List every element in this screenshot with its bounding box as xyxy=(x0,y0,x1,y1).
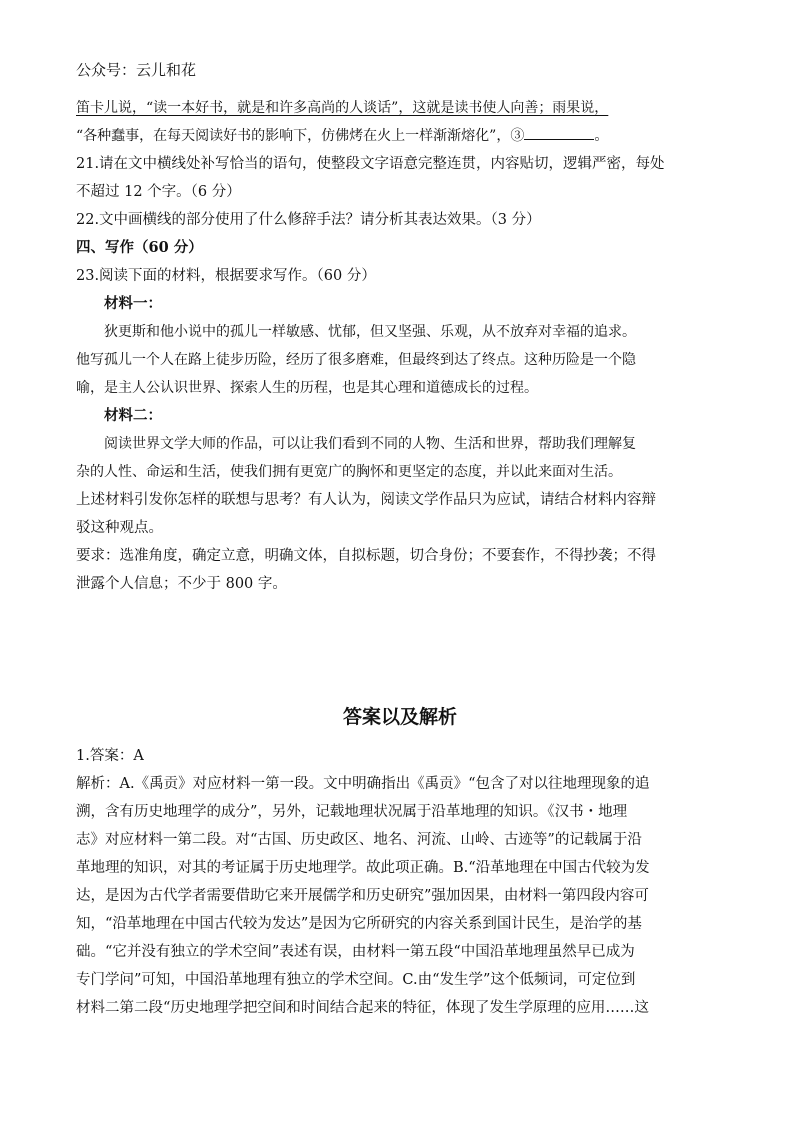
material-1-line: 喻，是主人公认识世界、探索人生的历程，也是其心理和道德成长的过程。 xyxy=(76,380,538,396)
answer-1: 1.答案：A xyxy=(76,748,144,764)
explanation-line: 志》对应材料一第二段。对“古国、历史政区、地名、河流、山岭、古迹等”的记载属于沿 xyxy=(76,832,642,848)
writing-prompt-line: 驳这种观点。 xyxy=(76,520,163,536)
passage-line-2-end: 。 xyxy=(594,128,609,144)
writing-heading: 四、写作（60 分） xyxy=(76,239,203,256)
question-21-line-1: 21.请在文中横线处补写恰当的语句，使整段文字语意完整连贯，内容贴切，逻辑严密，每处 xyxy=(76,156,665,172)
explanation-line: 知，“沿革地理在中国古代较为发达”是因为它所研究的内容关系到国计民生，是治学的基 xyxy=(76,916,642,932)
blank-marker: ③ xyxy=(510,128,525,144)
answers-section xyxy=(76,742,726,1022)
writing-requirements-line: 要求：选准角度，确定立意，明确文体，自拟标题，切合身份；不要套作，不得抄袭；不得 xyxy=(76,548,656,564)
material-1-line: 他写孤儿一个人在路上徒步历险，经历了很多磨难，但最终到达了终点。这种历险是一个隐 xyxy=(76,352,636,368)
question-22: 22.文中画横线的部分使用了什么修辞手法？请分析其表达效果。（3 分） xyxy=(76,212,541,228)
explanation-line: 材料二第二段“历史地理学把空间和时间结合起来的特征，体现了发生学原理的应用……这 xyxy=(76,1000,649,1016)
question-23: 23.阅读下面的材料，根据要求写作。（60 分） xyxy=(76,268,376,284)
passage-line-1: 笛卡儿说，“读一本好书，就是和许多高尚的人谈话”，这就是读书使人向善；雨果说， xyxy=(76,100,609,116)
writing-prompt-line: 上述材料引发你怎样的联想与思考？有人认为，阅读文学作品只为应试，请结合材料内容辩 xyxy=(76,492,656,508)
material-2-line: 杂的人性、命运和生活，使我们拥有更宽广的胸怀和更坚定的态度，并以此来面对生活。 xyxy=(76,464,622,480)
watermark: 公众号：云儿和花 xyxy=(76,61,197,79)
exam-page xyxy=(76,94,726,598)
passage-line-2 xyxy=(76,122,726,150)
material-2-label: 材料二： xyxy=(104,407,162,424)
explanation-line: 达，是因为古代学者需要借助它来开展儒学和历史研究”强加因果，由材料一第四段内容可 xyxy=(76,888,649,904)
answer-blank xyxy=(524,123,594,140)
answers-title: 答案以及解析 xyxy=(342,706,457,728)
explanation-line: 革地理的知识，对其的考证属于历史地理学。故此项正确。B.“沿革地理在中国古代较为发 xyxy=(76,860,650,876)
material-1-label: 材料一： xyxy=(104,295,162,312)
explanation-line: 础。“它并没有独立的学术空间”表述有误，由材料一第五段“中国沿革地理虽然早已成为 xyxy=(76,944,635,960)
material-1-line: 狄更斯和他小说中的孤儿一样敏感、忧郁，但又坚强、乐观，从不放弃对幸福的追求。 xyxy=(104,324,636,340)
question-21-line-2: 不超过 12 个字。（6 分） xyxy=(76,184,241,200)
writing-requirements-line: 泄露个人信息；不少于 800 字。 xyxy=(76,576,287,592)
explanation-line: 解析：A.《禹贡》对应材料一第一段。文中明确指出《禹贡》“包含了对以往地理现象的追 xyxy=(76,776,650,792)
passage-line-2-text: “各种蠢事，在每天阅读好书的影响下，仿佛烤在火上一样渐渐熔化”， xyxy=(76,128,511,144)
explanation-line: 溯，含有历史地理学的成分”，另外，记载地理状况属于沿革地理的知识。《汉书・地理 xyxy=(76,804,628,820)
explanation-line: 专门学问”可知，中国沿革地理有独立的学术空间。C.由“发生学”这个低频词，可定位到 xyxy=(76,972,636,988)
material-2-line: 阅读世界文学大师的作品，可以让我们看到不同的人物、生活和世界，帮助我们理解复 xyxy=(104,436,636,452)
